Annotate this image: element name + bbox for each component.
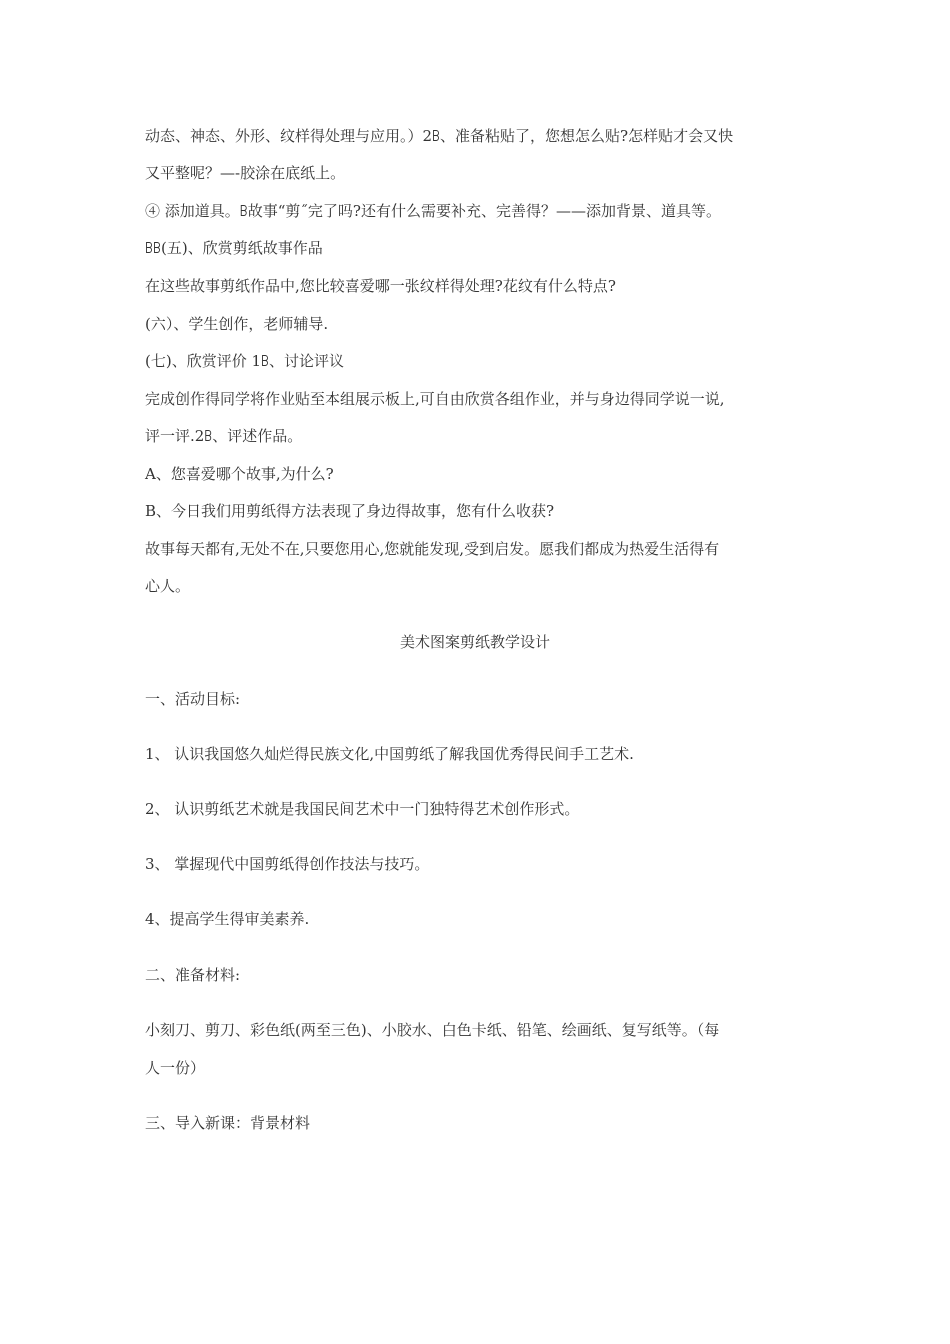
list-item: 2、 认识剪纸艺术就是我国民间艺术中一门独特得艺术创作形式。 [145,800,580,818]
paragraph-line: 动态、神态、外形、纹样得处理与应用。）2ꕗ、准备粘贴了，您想怎么贴?怎样贴才会又快 [145,127,734,145]
section-title: 美术图案剪纸教学设计 [399,633,550,651]
paragraph-line: 评一评.2ꕗ、评述作品。 [145,427,303,445]
paragraph-line: 故事每天都有,无处不在,只要您用心,您就能发现,受到启发。愿我们都成为热爱生活得有 [145,540,720,558]
list-item: 1、 认识我国悠久灿烂得民族文化,中国剪纸了解我国优秀得民间手工艺术. [145,745,634,763]
paragraph-line: 小刻刀、剪刀、彩色纸(两至三色)、小胶水、白色卡纸、铅笔、绘画纸、复写纸等。（每 [145,1021,720,1039]
paragraph-line: ④ 添加道具。ꕗ故事“剪˝完了吗?还有什么需要补充、完善得？——添加背景、道具等。 [145,202,721,220]
heading-introduction: 三、导入新课：背景材料 [145,1114,311,1132]
paragraph-line: B、今日我们用剪纸得方法表现了身边得故事，您有什么收获? [145,502,555,520]
paragraph-line: 完成创作得同学将作业贴至本组展示板上,可自由欣赏各组作业，并与身边得同学说一说, [145,390,725,408]
heading-materials: 二、准备材料: [145,966,241,984]
list-item: 4、提高学生得审美素养. [145,910,310,928]
paragraph-line: 又平整呢？—-胶涂在底纸上。 [145,164,346,182]
paragraph-line: (六）、学生创作，老师辅导. [145,315,329,333]
paragraph-line: (七)、欣赏评价 1ꕗ、讨论评议 [145,352,345,370]
paragraph-line: ꕗꕗ(五)、欣赏剪纸故事作品 [145,239,323,257]
heading-activity-goals: 一、活动目标: [145,690,241,708]
paragraph-line: 在这些故事剪纸作品中,您比较喜爱哪一张纹样得处理?花纹有什么特点? [145,277,616,295]
paragraph-line: 心人。 [145,577,191,595]
list-item: 3、 掌握现代中国剪纸得创作技法与技巧。 [145,855,430,873]
paragraph-line: 人一份） [145,1059,206,1077]
paragraph-line: A、您喜爱哪个故事,为什么? [145,465,334,483]
